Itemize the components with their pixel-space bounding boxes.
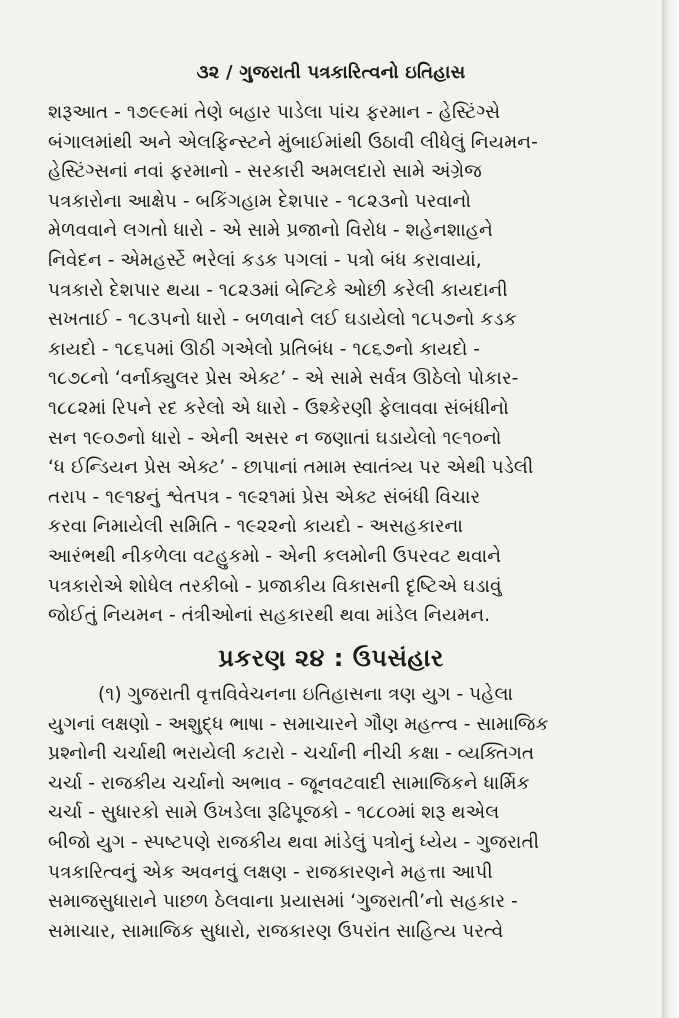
text-line: શરૂઆત - ૧૭૯૯માં તેણે બહાર પાડેલા પાંચ ફરમાન - હેસ્ટિંગ્સે [48, 102, 501, 123]
text-line: ચર્ચા - સુધારકો સામે ઉખડેલા રૂઢિપૂજકો - ૧૮૮૦માં શરૂ થએલ [48, 802, 500, 824]
text-line: કરવા નિમાયેલી સમિતિ - ૧૯૨૨નો કાયદો - અસહકારના [48, 516, 463, 538]
text-line: પત્રકારિત્વનું એક અવનવું લક્ષણ - રાજકારણને મહત્તા આપી [48, 861, 493, 883]
text-line: નિવેદન - એમહર્સ્ટે ભરેલાં કડક પગલાં - પત્રો બંધ કરાવાયાં, [48, 249, 482, 271]
text-line: પત્રકારોના આક્ષેપ - બકિંગહામ દેશપાર - ૧૮૨૩નો પરવાનો [48, 190, 472, 212]
text-line: આરંભથી નીકળેલા વટહુકમો - એની કલમોની ઉપરવટ થવાને [48, 545, 502, 567]
summary-paragraph [48, 98, 650, 631]
text-line: ‘ધ ઈન્ડિયન પ્રેસ એક્ટ’ - છાપાનાં તમામ સ્વાતંત્ર્ય પર એથી પડેલી [48, 457, 534, 479]
chapter-heading: પ્રકરણ ૨૪ : ઉપસંહાર [218, 644, 444, 672]
text-line: સન ૧૯૦૭નો ધારો - એની અસર ન જણાતાં ઘડાયેલો ૧૯૧૦નો [48, 427, 502, 449]
text-line: સમાચાર, સામાજિક સુધારો, રાજકારણ ઉપરાંત સાહિત્ય પરત્વે [48, 920, 504, 942]
chapter-paragraph [48, 680, 650, 946]
text-line: બંગાલમાંથી અને એલફિન્સ્ટને મુંબાઈમાંથી ઉઠાવી લીધેલું નિયમન- [48, 131, 538, 153]
text-line: પ્રશ્નોની ચર્ચાથી ભરાયેલી કટારો - ચર્ચાની નીચી કક્ષા - વ્યક્તિગત [48, 743, 535, 765]
text-line: પત્રકારોએ શોધેલ તરકીબો - પ્રજાકીય વિકાસની દૃષ્ટિએ ઘડાવું [48, 575, 502, 597]
text-line: સમાજસુધારાને પાછળ ઠેલવાના પ્રયાસમાં ‘ગુજરાતી’નો સહકાર - [48, 891, 518, 913]
text-line: તરાપ - ૧૯૧૪નું શ્વેતપત્ર - ૧૯૨૧માં પ્રેસ એક્ટ સંબંધી વિચાર [48, 486, 481, 508]
page-edge-shadow [662, 0, 679, 1018]
text-line: જોઈતું નિયમન - તંત્રીઓનાં સહકારથી થવા માંડેલ નિયમન. [48, 605, 491, 627]
text-line: સખતાઈ - ૧૮૩૫નો ધારો - બળવાને લઈ ઘડાયેલો ૧૮૫૭નો કડક [48, 309, 517, 331]
text-line: ૧૮૭૮નો ‘વર્નાક્યુલર પ્રેસ એક્ટ’ - એ સામે સર્વત્ર ઊઠેલો પોકાર- [48, 368, 519, 390]
text-line: યુગનાં લક્ષણો - અશુદ્ધ ભાષા - સમાચારને ગૌણ મહત્ત્વ - સામાજિક [48, 713, 549, 735]
running-head: ૩૨ / ગુજરાતી પત્રકારિત્વનો ઇતિહાસ [196, 62, 466, 83]
text-line: કાયદો - ૧૮૬૫માં ઊઠી ગએલો પ્રતિબંધ - ૧૮૬૭નો કાયદો - [48, 338, 480, 360]
text-line: ચર્ચા - રાજકીય ચર્ચાનો અભાવ - જૂનવટવાદી સામાજિકને ધાર્મિક [48, 772, 530, 794]
text-line: મેળવવાને લગતો ધારો - એ સામે પ્રજાનો વિરોધ - શહેનશાહને [48, 220, 493, 242]
text-line: ૧૮૮૨માં રિપને રદ કરેલો એ ધારો - ઉશ્કેરણી ફેલાવવા સંબંધીનો [48, 397, 509, 419]
text-line: (૧) ગુજરાતી વૃત્તવિવેચનના ઇતિહાસના ત્રણ યુગ - પહેલા [98, 684, 514, 705]
text-line: પત્રકારો દેશપાર થયા - ૧૮૨૩માં બેન્ટિકે ઓછી કરેલી કાયદાની [48, 279, 508, 301]
text-line: હેસ્ટિંગ્સનાં નવાં ફરમાનો - સરકારી અમલદારો સામે અંગ્રેજ [48, 161, 482, 183]
text-line: બીજો યુગ - સ્પષ્ટપણે રાજકીય થવા માંડેલું પત્રોનું ધ્યેય - ગુજરાતી [48, 831, 540, 853]
